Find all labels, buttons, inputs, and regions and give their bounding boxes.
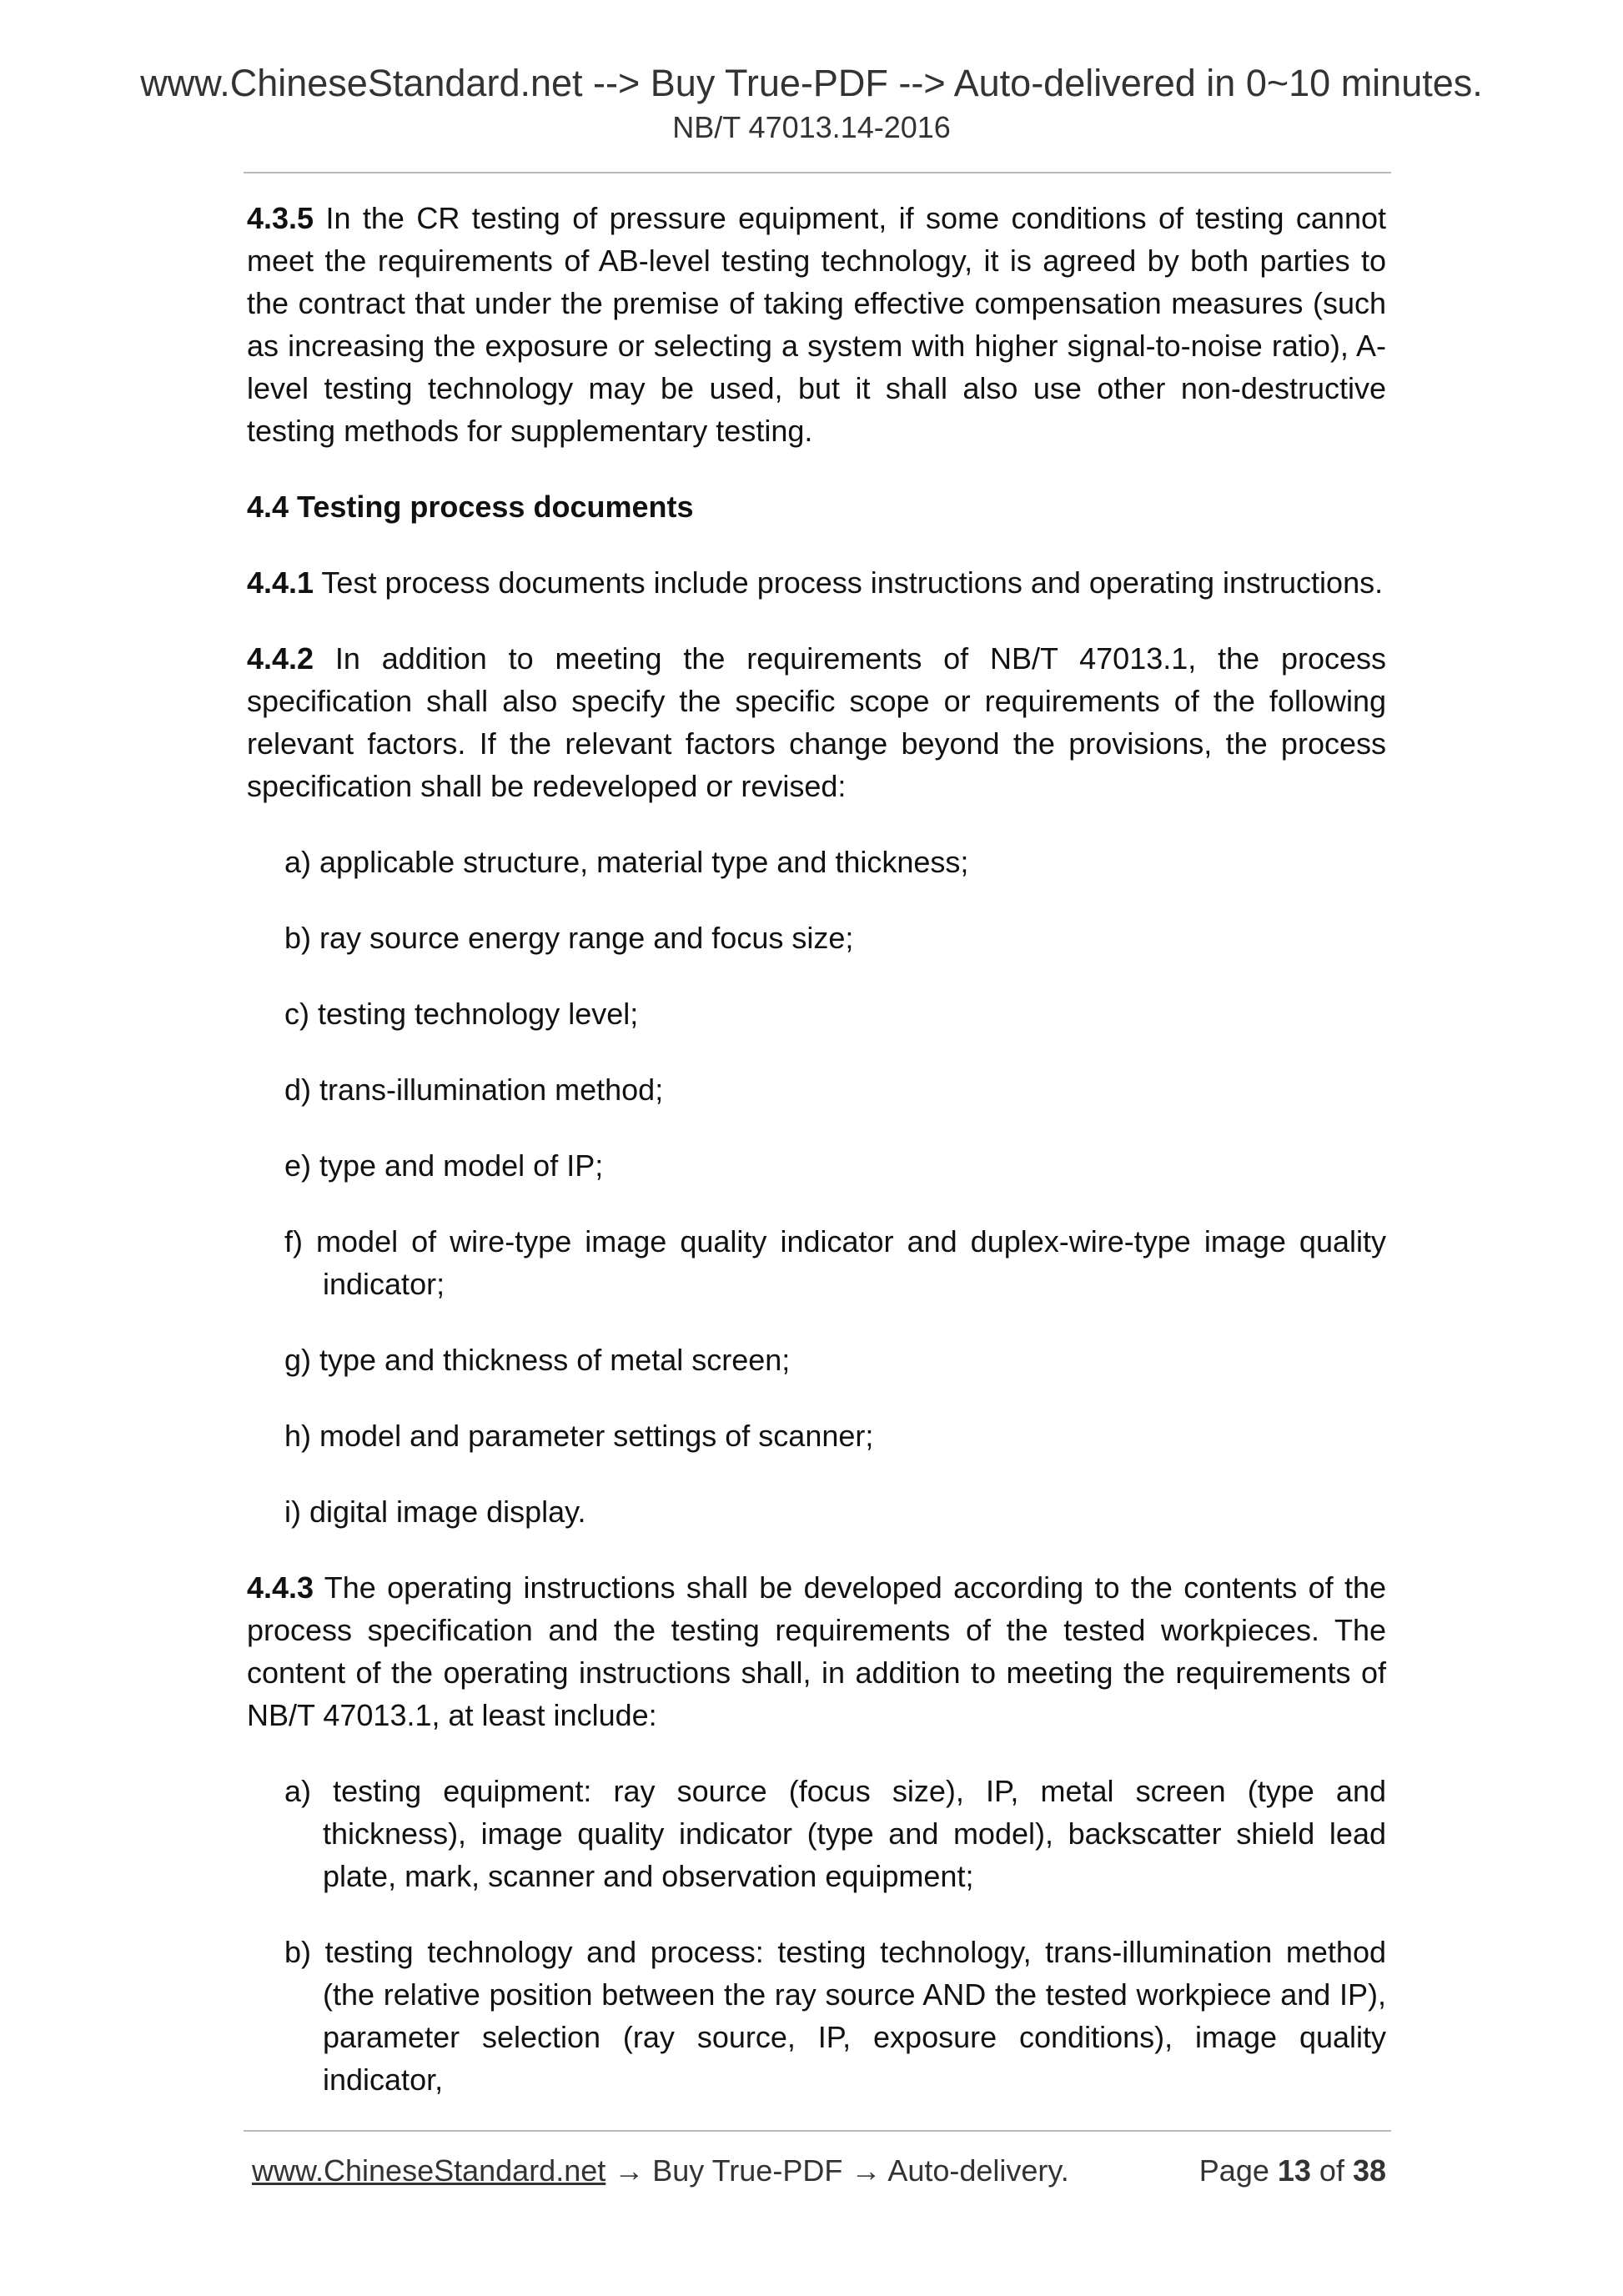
page-of: of [1310, 2153, 1353, 2188]
site-link[interactable]: www.ChineseStandard.net [252, 2153, 606, 2188]
clause-4-4-3 [247, 1566, 1386, 1736]
footer-promo [252, 2150, 1069, 2192]
list-4-4-3 [247, 1770, 1386, 2101]
clause-number: 4.4.3 [247, 1570, 314, 1605]
clause-text: In addition to meeting the requirements of NB/T 47013.1, the process specification shall also specify the specific scope or requirements of the following relevant factors. If the relevant factors change beyond the provisions, the process specification shall be redeveloped or revised: [247, 641, 1386, 803]
page-header [0, 60, 1623, 147]
list-item: c) testing technology level; [284, 997, 639, 1031]
page-footer [252, 2150, 1386, 2192]
list-item: g) type and thickness of metal screen; [284, 1343, 791, 1377]
list-item: a) testing equipment: ray source (focus size), IP, metal screen (type and thickness), image quality indicator (type and model), backscatter shield lead plate, mark, scanner and observation equipment; [284, 1774, 1386, 1893]
page-indicator [1199, 2150, 1386, 2192]
list-item: h) model and parameter settings of scanner; [284, 1419, 874, 1453]
footer-divider [244, 2130, 1391, 2132]
clause-number: 4.3.5 [247, 201, 314, 235]
header-divider [244, 172, 1391, 173]
clause-text: The operating instructions shall be developed according to the contents of the process specification and the testing requirements of the tested workpieces. The content of the operating instructions shall, in addition to meeting the requirements of NB/T 47013.1, at least include: [247, 1570, 1386, 1732]
clause-4-4-2 [247, 637, 1386, 807]
clause-text: Test process documents include process instructions and operating instructions. [314, 565, 1384, 600]
footer-tagline: → Buy True-PDF → Auto-delivery. [605, 2153, 1069, 2188]
list-item: a) applicable structure, material type and thickness; [284, 845, 969, 879]
page-total: 38 [1352, 2153, 1386, 2188]
clause-text: In the CR testing of pressure equipment, if some conditions of testing cannot meet the requirements of AB-level testing technology, it is agreed by both parties to the contract that under the premise of taking effective compensation measures (such as increasing the exposure or selecting a system with higher signal-to-noise ratio), A-level testing technology may be used, but it shall also use other non-destructive testing methods for supplementary testing. [247, 201, 1386, 448]
site-banner: www.ChineseStandard.net --> Buy True-PDF --> Auto-delivered in 0~10 minutes. [140, 62, 1483, 104]
list-item: e) type and model of IP; [284, 1148, 604, 1183]
list-item: b) testing technology and process: testing technology, trans-illumination method (the relative position between the ray source AND the tested workpiece and IP), parameter selection (ray source, IP, exposure conditions), image quality indicator, [284, 1935, 1386, 2097]
page-current: 13 [1277, 2153, 1311, 2188]
clause-number: 4.4.2 [247, 641, 314, 676]
list-item: d) trans-illumination method; [284, 1073, 664, 1107]
list-item: b) ray source energy range and focus size; [284, 921, 854, 955]
document-body [247, 197, 1386, 2101]
clause-4-3-5 [247, 197, 1386, 452]
list-item: i) digital image display. [284, 1495, 586, 1529]
clause-4-4-1 [247, 561, 1386, 604]
page-word: Page [1198, 2153, 1278, 2188]
standard-code: NB/T 47013.14-2016 [672, 110, 951, 144]
list-item: f) model of wire-type image quality indicator and duplex-wire-type image quality indicator; [284, 1224, 1386, 1301]
list-4-4-2 [247, 841, 1386, 1533]
section-heading-4-4: 4.4 Testing process documents [247, 490, 694, 524]
clause-number: 4.4.1 [247, 565, 314, 600]
